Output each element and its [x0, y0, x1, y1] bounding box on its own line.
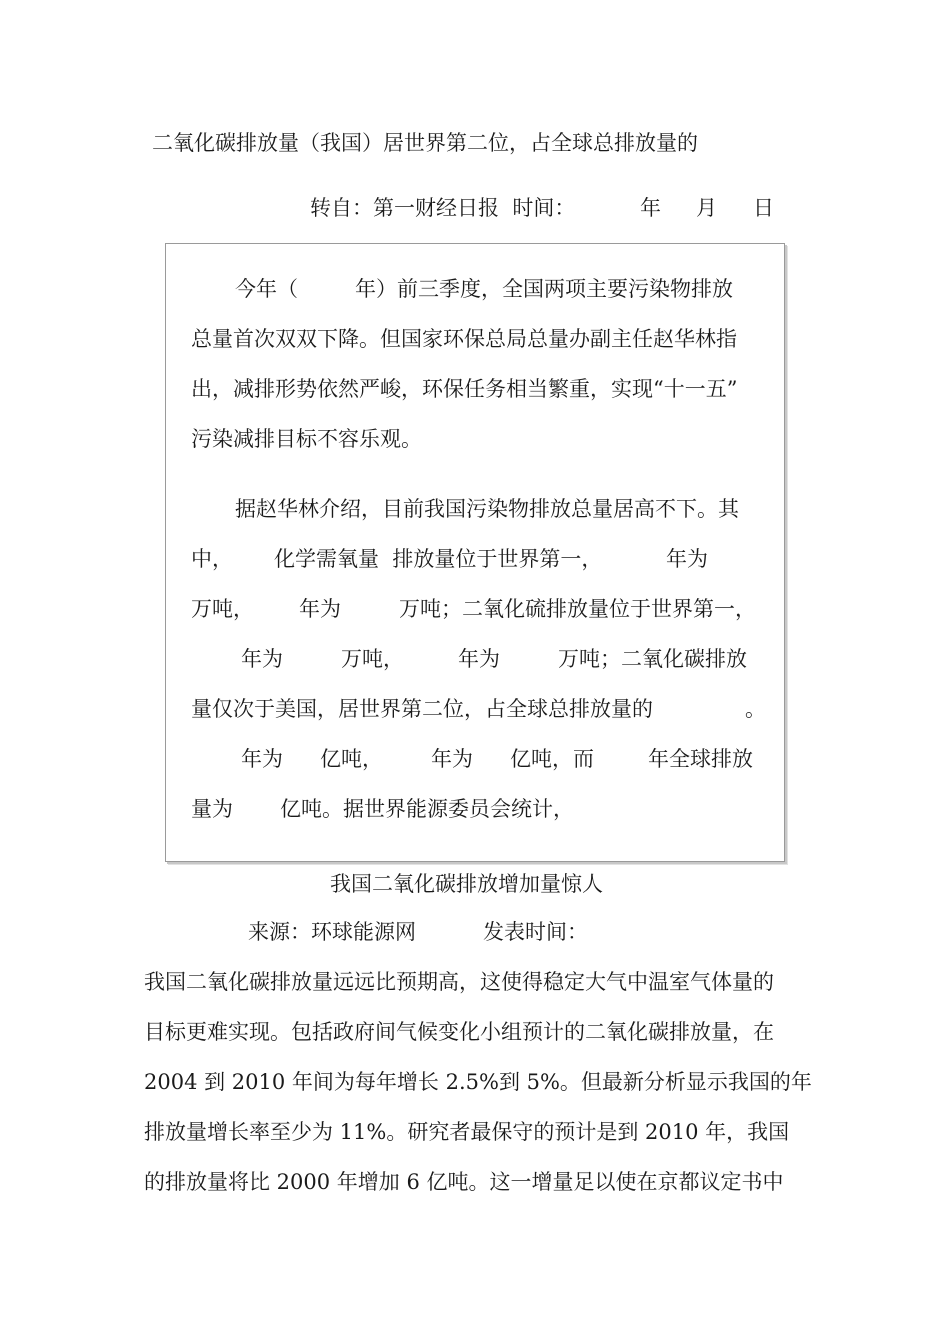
- excerpt-text: 亿吨，: [320, 747, 383, 771]
- excerpt-text: 万吨；二氧化碳排放: [558, 647, 747, 671]
- excerpt-text: 年为: [241, 747, 283, 771]
- excerpt-text: 。: [745, 697, 766, 721]
- excerpt-text: 化学需氧量 排放量位于世界第一，: [274, 547, 603, 571]
- excerpt-text: 今年（: [235, 277, 298, 301]
- excerpt-text: 年为: [431, 747, 473, 771]
- excerpt-text: 年为: [666, 547, 708, 571]
- date-year: 年: [640, 196, 661, 220]
- excerpt-text: 万吨，: [341, 647, 404, 671]
- excerpt-text: 污染减排目标不容乐观。: [191, 427, 422, 451]
- excerpt-text: 万吨，: [191, 597, 254, 621]
- excerpt-text: 年）前三季度，全国两项主要污染物排放: [355, 277, 733, 301]
- article-pub-time: 发表时间：: [483, 920, 588, 944]
- article-line: 我国二氧化碳排放量远远比预期高，这使得稳定大气中温室气体量的: [144, 970, 774, 994]
- source-line: 转自：第一财经日报 时间：: [310, 196, 576, 220]
- excerpt-text: 据赵华林介绍，目前我国污染物排放总量居高不下。其: [235, 497, 739, 521]
- article-line: 目标更难实现。包括政府间气候变化小组预计的二氧化碳排放量，在: [144, 1020, 774, 1044]
- article-source: 来源：环球能源网: [248, 920, 416, 944]
- article-line: 的排放量将比 2000 年增加 6 亿吨。这一增量足以使在京都议定书中: [144, 1170, 784, 1194]
- excerpt-text: 出，减排形势依然严峻，环保任务相当繁重，实现“十一五”: [191, 377, 738, 401]
- date-day: 日: [753, 196, 774, 220]
- excerpt-text: 年全球排放: [648, 747, 753, 771]
- excerpt-text: 年为: [241, 647, 283, 671]
- document-title: 二氧化碳排放量（我国）居世界第二位，占全球总排放量的: [152, 131, 698, 155]
- excerpt-text: 中，: [191, 547, 233, 571]
- excerpt-text: 总量首次双双下降。但国家环保总局总量办副主任赵华林指: [191, 327, 737, 351]
- excerpt-text: 万吨；二氧化硫排放量位于世界第一，: [399, 597, 756, 621]
- excerpt-text: 量仅次于美国，居世界第二位，占全球总排放量的: [191, 697, 653, 721]
- article-line: 排放量增长率至少为 11%。研究者最保守的预计是到 2010 年，我国: [144, 1120, 790, 1144]
- date-month: 月: [696, 196, 717, 220]
- excerpt-text: 亿吨，而: [510, 747, 594, 771]
- article-line: 2004 到 2010 年间为每年增长 2.5%到 5%。但最新分析显示我国的年: [144, 1070, 812, 1094]
- excerpt-text: 亿吨。据世界能源委员会统计，: [280, 797, 574, 821]
- excerpt-text: 年为: [458, 647, 500, 671]
- article-title: 我国二氧化碳排放增加量惊人: [330, 872, 603, 896]
- excerpt-text: 年为: [299, 597, 341, 621]
- excerpt-text: 量为: [191, 797, 233, 821]
